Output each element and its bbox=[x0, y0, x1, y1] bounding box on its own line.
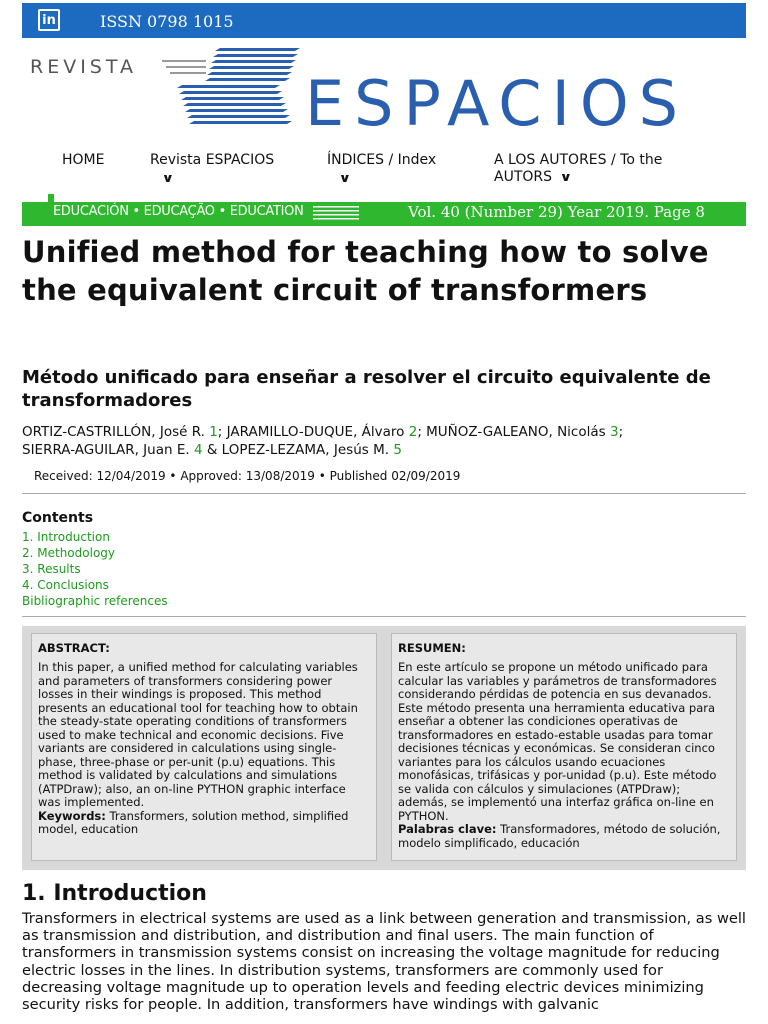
nav-home[interactable]: HOME bbox=[62, 152, 105, 168]
author-ref-link[interactable]: 1 bbox=[209, 424, 218, 440]
keywords-value: Transformers, solution method, simplified model, education bbox=[38, 808, 349, 836]
author-name: ORTIZ-CASTRILLÓN, José R. bbox=[22, 424, 205, 440]
author-ref-link[interactable]: 5 bbox=[393, 442, 402, 458]
toc-link-results[interactable]: 3. Results bbox=[22, 562, 81, 576]
resumen-text: En este artículo se propone un método unificado para calcular las variables y parámetros de transformadores considerando pérdidas de potencia en sus devanados. Este método presenta una herramienta educativa para enseñar a obtener las condiciones operativas de transformadores en estado-estable usadas para tomar decisiones técnicas y económicas. Se consideran cinco variantes para los cálculos usando ecuaciones monofásicas, trifásicas y por-unidad (p.u). Este método se valida con cálculos y simulaciones (ATPDraw); además, se implementó una interfaz gráfica on-line en PYTHON. bbox=[398, 660, 717, 823]
logo-stripes-icon bbox=[160, 48, 305, 130]
banner-stripes-icon bbox=[313, 206, 359, 220]
logo-revista-text: REVISTA bbox=[30, 56, 137, 78]
divider bbox=[22, 616, 746, 617]
article-title: Unified method for teaching how to solve the equivalent circuit of transformers bbox=[22, 235, 709, 307]
contents-heading: Contents bbox=[22, 510, 94, 526]
palabras-clave-value: Transformadores, método de solución, modelo simplificado, educación bbox=[398, 822, 721, 850]
author-name: SIERRA-AGUILAR, Juan E. bbox=[22, 442, 190, 458]
resumen-heading: RESUMEN: bbox=[398, 641, 466, 655]
toc-link-introduction[interactable]: 1. Introduction bbox=[22, 530, 110, 544]
resumen-keywords bbox=[398, 823, 730, 850]
abstract-keywords bbox=[38, 810, 370, 837]
toc-link-references[interactable]: Bibliographic references bbox=[22, 594, 168, 608]
abstract-heading: ABSTRACT: bbox=[38, 641, 110, 655]
abstract-box bbox=[31, 633, 377, 861]
chevron-down-icon[interactable]: ∨ bbox=[559, 170, 573, 184]
issn-label: ISSN 0798 1015 bbox=[100, 12, 234, 31]
linkedin-icon[interactable]: in bbox=[38, 9, 60, 31]
chevron-down-icon[interactable]: ∨ bbox=[338, 171, 352, 185]
introduction-heading: 1. Introduction bbox=[22, 881, 207, 906]
divider bbox=[22, 493, 746, 494]
author-ref-link[interactable]: 2 bbox=[408, 424, 418, 440]
author-name: JARAMILLO-DUQUE, Álvaro bbox=[226, 424, 405, 440]
article-subtitle: Método unificado para enseñar a resolver el circuito equivalente de transformadores bbox=[22, 367, 711, 411]
author-ref-link[interactable]: 4 bbox=[193, 442, 203, 458]
publication-dates: Received: 12/04/2019 • Approved: 13/08/2019 • Published 02/09/2019 bbox=[34, 469, 461, 483]
author-name: LOPEZ-LEZAMA, Jesús M. bbox=[221, 442, 390, 458]
volume-info: Vol. 40 (Number 29) Year 2019. Page 8 bbox=[408, 203, 705, 221]
palabras-clave-label: Palabras clave: bbox=[398, 822, 497, 836]
section-label: EDUCACIÓN • EDUCAÇÃO • EDUCATION bbox=[53, 204, 304, 219]
author-list: ORTIZ-CASTRILLÓN, José R. 1; JARAMILLO-DUQUE, Álvaro 2; MUÑOZ-GALEANO, Nicolás 3; SIERRA-AGUILAR, Juan E. 4 & LOPEZ-LEZAMA, Jesús M. 5 bbox=[22, 424, 624, 458]
toc-link-conclusions[interactable]: 4. Conclusions bbox=[22, 578, 109, 592]
chevron-down-icon[interactable]: ∨ bbox=[161, 171, 175, 185]
logo-espacios-text: ESPACIOS bbox=[305, 67, 689, 140]
toc-link-methodology[interactable]: 2. Methodology bbox=[22, 546, 116, 560]
nav-autores-label[interactable]: A LOS AUTORES / To the AUTORS bbox=[494, 152, 663, 185]
abstract-text: In this paper, a unified method for calculating variables and parameters of transformers considering power losses in their windings is proposed. This method presents an educational tool for teaching how to obtain the steady-state operating conditions of transformers used to make technical and economic decisions. Five variants are considered in calculations using single-phase, three-phase or per-unit (p.u) equations. This method is validated by calculations and simulations (ATPDraw); also, an on-line PYTHON graphic interface was implemented. bbox=[38, 660, 358, 809]
resumen-box bbox=[391, 633, 737, 861]
keywords-label: Keywords: bbox=[38, 808, 106, 823]
author-name: MUÑOZ-GALEANO, Nicolás bbox=[426, 424, 606, 440]
nav-indices[interactable]: ÍNDICES / Index bbox=[327, 152, 437, 168]
introduction-text: Transformers in electrical systems are used as a link between generation and transmission, as well as transmission and distribution, and distribution and final users. The main function of transformers in transmission systems consist on increasing the voltage magnitude for reducing electric losses in the lines. In distribution systems, transformers are commonly used for decreasing voltage magnitude up to operation levels and feeding electric devices minimizing security risks for people. In addition, transformers have windings with galvanic bbox=[22, 910, 746, 1014]
nav-revista-espacios[interactable]: Revista ESPACIOS bbox=[150, 152, 275, 168]
author-ref-link[interactable]: 3 bbox=[609, 424, 619, 440]
nav-autores[interactable] bbox=[494, 152, 724, 186]
